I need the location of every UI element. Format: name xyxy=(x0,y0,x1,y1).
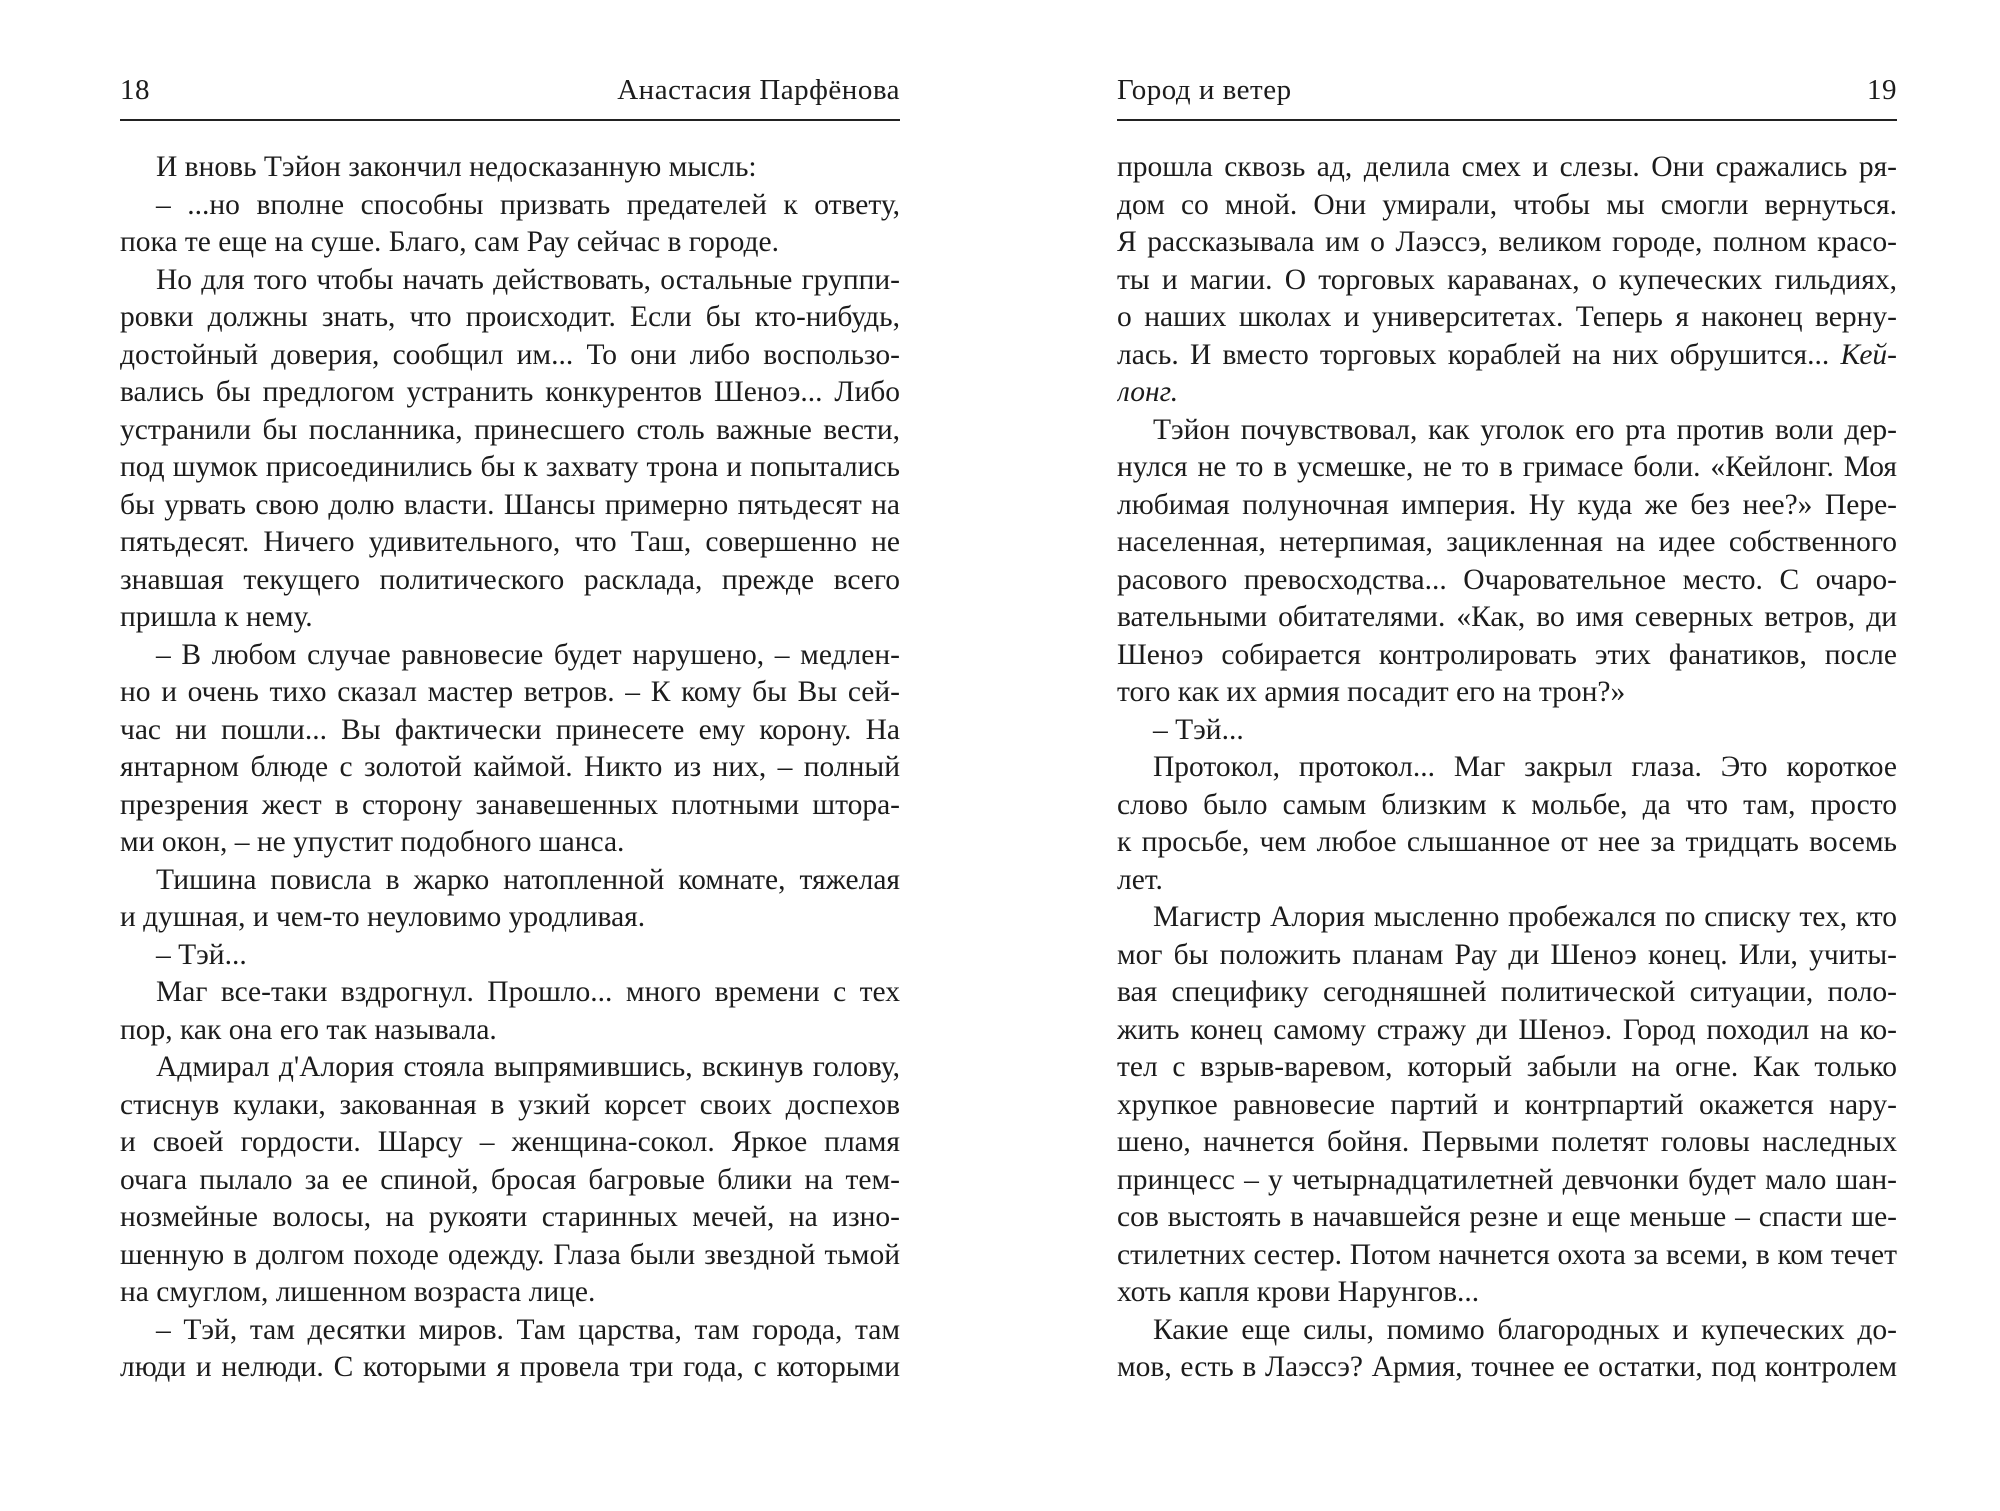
line-text: И вновь Тэйон закончил недосказанную мысль: xyxy=(156,151,757,183)
line-text: Я рассказывала им о Лаэссэ, великом городе, полном красо- xyxy=(1117,226,1897,258)
line-text: знавшая текущего политического расклада, прежде всего xyxy=(120,563,900,596)
right-header-rule xyxy=(1117,119,1897,121)
text-line xyxy=(1117,149,1897,187)
text-line xyxy=(120,1049,900,1087)
right-page xyxy=(1117,0,1897,1511)
line-text: – В любом случае равновесие будет нарушено, – медлен- xyxy=(156,638,900,671)
line-text: пор, как она его так называла. xyxy=(120,1013,497,1046)
left-body-text xyxy=(120,149,900,1387)
text-line xyxy=(1117,562,1897,600)
line-text: устранили бы посланника, принесшего столь важные вести, xyxy=(120,413,900,446)
text-line xyxy=(1117,749,1897,787)
text-line xyxy=(120,337,900,375)
line-text: сов выстоять в начавшейся резне и еще меньше – спасти ше- xyxy=(1117,1201,1897,1233)
right-running-title: Город и ветер xyxy=(1117,74,1292,106)
text-line xyxy=(120,487,900,525)
line-text: но и очень тихо сказал мастер ветров. – К кому бы Вы сей- xyxy=(120,676,900,708)
text-line xyxy=(1117,712,1897,750)
italic-word: лонг. xyxy=(1117,376,1179,408)
text-line xyxy=(1117,1049,1897,1087)
line-text: час ни пошли... Вы фактически принесете ему корону. На xyxy=(120,713,900,746)
text-line xyxy=(1117,674,1897,712)
line-text: янтарном блюде с золотой каймой. Никто из них, – полный xyxy=(120,751,900,783)
text-line xyxy=(120,1087,900,1125)
text-line xyxy=(1117,449,1897,487)
text-line xyxy=(120,1012,900,1050)
text-line xyxy=(1117,524,1897,562)
line-text: стилетних сестер. Потом начнется охота за всеми, в ком течет xyxy=(1117,1238,1897,1271)
line-text: пятьдесят. Ничего удивительного, что Таш, совершенно не xyxy=(120,526,900,558)
line-text: бы урвать свою долю власти. Шансы примерно пятьдесят на xyxy=(120,488,900,521)
text-line xyxy=(1117,262,1897,300)
line-text: Какие еще силы, помимо благородных и купеческих до- xyxy=(1153,1313,1897,1346)
text-line xyxy=(120,299,900,337)
text-line xyxy=(1117,862,1897,900)
text-line xyxy=(120,787,900,825)
line-text: достойный доверия, сообщил им... То они либо воспользо- xyxy=(120,338,900,371)
line-text: населенная, нетерпимая, зацикленная на идее собственного xyxy=(1117,526,1897,558)
text-line xyxy=(120,712,900,750)
text-line xyxy=(1117,599,1897,637)
line-text: Тэйон почувствовал, как уголок его рта против воли дер- xyxy=(1153,413,1897,446)
left-page-number: 18 xyxy=(120,74,150,106)
text-line xyxy=(1117,299,1897,337)
text-line xyxy=(1117,974,1897,1012)
text-line xyxy=(1117,937,1897,975)
line-text: ми окон, – не упустит подобного шанса. xyxy=(120,826,625,858)
text-line xyxy=(1117,824,1897,862)
text-line xyxy=(1117,1199,1897,1237)
line-text: Шеноэ собирается контролировать этих фанатиков, после xyxy=(1117,638,1897,671)
line-text: и своей гордости. Шарсу – женщина-сокол. Яркое пламя xyxy=(120,1126,900,1158)
text-line xyxy=(120,449,900,487)
text-line xyxy=(120,1162,900,1200)
text-line xyxy=(120,1312,900,1350)
line-text: очага пылало за ее спиной, бросая багровые блики на тем- xyxy=(120,1163,900,1196)
left-header-rule xyxy=(120,119,900,121)
line-text: расового превосходства... Очаровательное место. С очаро- xyxy=(1117,563,1897,596)
line-text: Тишина повисла в жарко натопленной комнате, тяжелая xyxy=(156,863,900,896)
text-line xyxy=(1117,1162,1897,1200)
line-text: слово было самым близким к мольбе, да что там, просто xyxy=(1117,788,1897,821)
line-text: под шумок присоединились бы к захвату трона и попытались xyxy=(120,451,900,483)
text-line xyxy=(1117,1124,1897,1162)
line-text: на смуглом, лишенном возраста лице. xyxy=(120,1276,596,1308)
text-line xyxy=(120,524,900,562)
text-line xyxy=(1117,487,1897,525)
text-line xyxy=(120,1349,900,1387)
text-line xyxy=(120,1237,900,1275)
text-line xyxy=(1117,412,1897,450)
text-line xyxy=(120,224,900,262)
right-page-number: 19 xyxy=(1867,74,1897,106)
line-text: лась. И вместо торговых кораблей на них обрушится... xyxy=(1117,338,1830,371)
text-line xyxy=(120,1274,900,1312)
text-line xyxy=(1117,1274,1897,1312)
text-line xyxy=(1117,899,1897,937)
text-line xyxy=(1117,1237,1897,1275)
line-text: Протокол, протокол... Маг закрыл глаза. Это короткое xyxy=(1153,751,1897,783)
text-line xyxy=(120,974,900,1012)
left-running-head xyxy=(120,74,900,114)
text-line xyxy=(120,374,900,412)
italic-word: Кей- xyxy=(1840,338,1897,371)
text-line xyxy=(120,1124,900,1162)
text-line xyxy=(120,262,900,300)
line-text: прошла сквозь ад, делила смех и слезы. Они сражались ря- xyxy=(1117,151,1897,183)
text-line xyxy=(1117,1312,1897,1350)
text-line xyxy=(120,149,900,187)
right-running-head xyxy=(1117,74,1897,114)
line-text: ровки должны знать, что происходит. Если бы кто-нибудь, xyxy=(120,301,900,333)
line-text: Магистр Алория мысленно пробежался по списку тех, кто xyxy=(1153,901,1897,933)
line-text: жить конец самому стражу ди Шеноэ. Город походил на ко- xyxy=(1117,1013,1897,1046)
line-text: вательными обитателями. «Как, во имя северных ветров, ди xyxy=(1117,601,1897,633)
text-line xyxy=(120,599,900,637)
left-page xyxy=(120,0,900,1511)
line-text: тел с взрыв-варевом, который забыли на огне. Как только xyxy=(1117,1051,1897,1083)
line-text: и душная, и чем-то неуловимо уродливая. xyxy=(120,901,646,933)
line-text: ты и магии. О торговых караванах, о купеческих гильдиях, xyxy=(1117,263,1897,296)
text-line xyxy=(120,824,900,862)
text-line xyxy=(1117,1012,1897,1050)
line-text: к просьбе, чем любое слышанное от нее за тридцать восемь xyxy=(1117,826,1897,858)
text-line xyxy=(120,862,900,900)
line-text: пришла к нему. xyxy=(120,601,313,633)
text-line xyxy=(120,899,900,937)
right-body-text xyxy=(1117,149,1897,1387)
line-text: Маг все-таки вздрогнул. Прошло... много времени с тех xyxy=(156,976,900,1008)
text-line xyxy=(1117,787,1897,825)
line-text: – ...но вполне способны призвать предателей к ответу, xyxy=(156,188,900,221)
line-text: Адмирал д'Алория стояла выпрямившись, вскинув голову, xyxy=(156,1051,900,1083)
line-text: мог бы положить планам Рау ди Шеноэ конец. Или, учиты- xyxy=(1117,938,1897,971)
line-text: Но для того чтобы начать действовать, остальные группи- xyxy=(156,263,900,296)
text-line xyxy=(1117,337,1897,375)
line-text: нулся не то в усмешке, не то в гримасе боли. «Кейлонг. Моя xyxy=(1117,451,1897,483)
line-text: стиснув кулаки, закованная в узкий корсет своих доспехов xyxy=(120,1088,900,1121)
text-line xyxy=(1117,374,1897,412)
line-text: принцесс – у четырнадцатилетней девчонки будет мало шан- xyxy=(1117,1163,1897,1196)
line-text: нозмейные волосы, на рукояти старинных мечей, на изно- xyxy=(120,1201,900,1233)
text-line xyxy=(120,1199,900,1237)
line-text: лет. xyxy=(1117,863,1163,896)
text-line xyxy=(120,187,900,225)
line-text: любимая полуночная империя. Ну куда же без нее?» Пере- xyxy=(1117,488,1897,521)
text-line xyxy=(1117,1087,1897,1125)
text-line xyxy=(1117,637,1897,675)
line-text: – Тэй... xyxy=(1153,713,1244,746)
text-line xyxy=(120,412,900,450)
line-text: шенную в долгом походе одежду. Глаза были звездной тьмой xyxy=(120,1238,900,1271)
line-text: шено, начнется бойня. Первыми полетят головы наследных xyxy=(1117,1126,1897,1158)
line-text: мов, есть в Лаэссэ? Армия, точнее ее остатки, под контролем xyxy=(1117,1351,1897,1383)
line-text: вались бы предлогом устранить конкурентов Шеноэ... Либо xyxy=(120,376,900,408)
line-text: пока те еще на суше. Благо, сам Рау сейчас в городе. xyxy=(120,226,780,258)
line-text: – Тэй... xyxy=(156,938,247,971)
left-running-title: Анастасия Парфёнова xyxy=(617,74,900,106)
line-text: хрупкое равновесие партий и контрпартий окажется нару- xyxy=(1117,1088,1897,1121)
text-line xyxy=(120,637,900,675)
text-line xyxy=(120,674,900,712)
line-text: вая специфику сегодняшней политической ситуации, поло- xyxy=(1117,976,1897,1008)
line-text: хоть капля крови Нарунгов... xyxy=(1117,1276,1480,1308)
line-text: презрения жест в сторону занавешенных плотными штора- xyxy=(120,788,900,821)
text-line xyxy=(1117,1349,1897,1387)
text-line xyxy=(1117,187,1897,225)
line-text: люди и нелюди. С которыми я провела три года, с которыми xyxy=(120,1351,900,1383)
text-line xyxy=(120,749,900,787)
text-line xyxy=(120,937,900,975)
line-text: того как их армия посадит его на трон?» xyxy=(1117,676,1626,708)
line-text: – Тэй, там десятки миров. Там царства, там города, там xyxy=(156,1313,900,1346)
line-text: о наших школах и университетах. Теперь я наконец верну- xyxy=(1117,301,1897,333)
line-text: дом со мной. Они умирали, чтобы мы смогли вернуться. xyxy=(1117,188,1897,221)
text-line xyxy=(120,562,900,600)
text-line xyxy=(1117,224,1897,262)
